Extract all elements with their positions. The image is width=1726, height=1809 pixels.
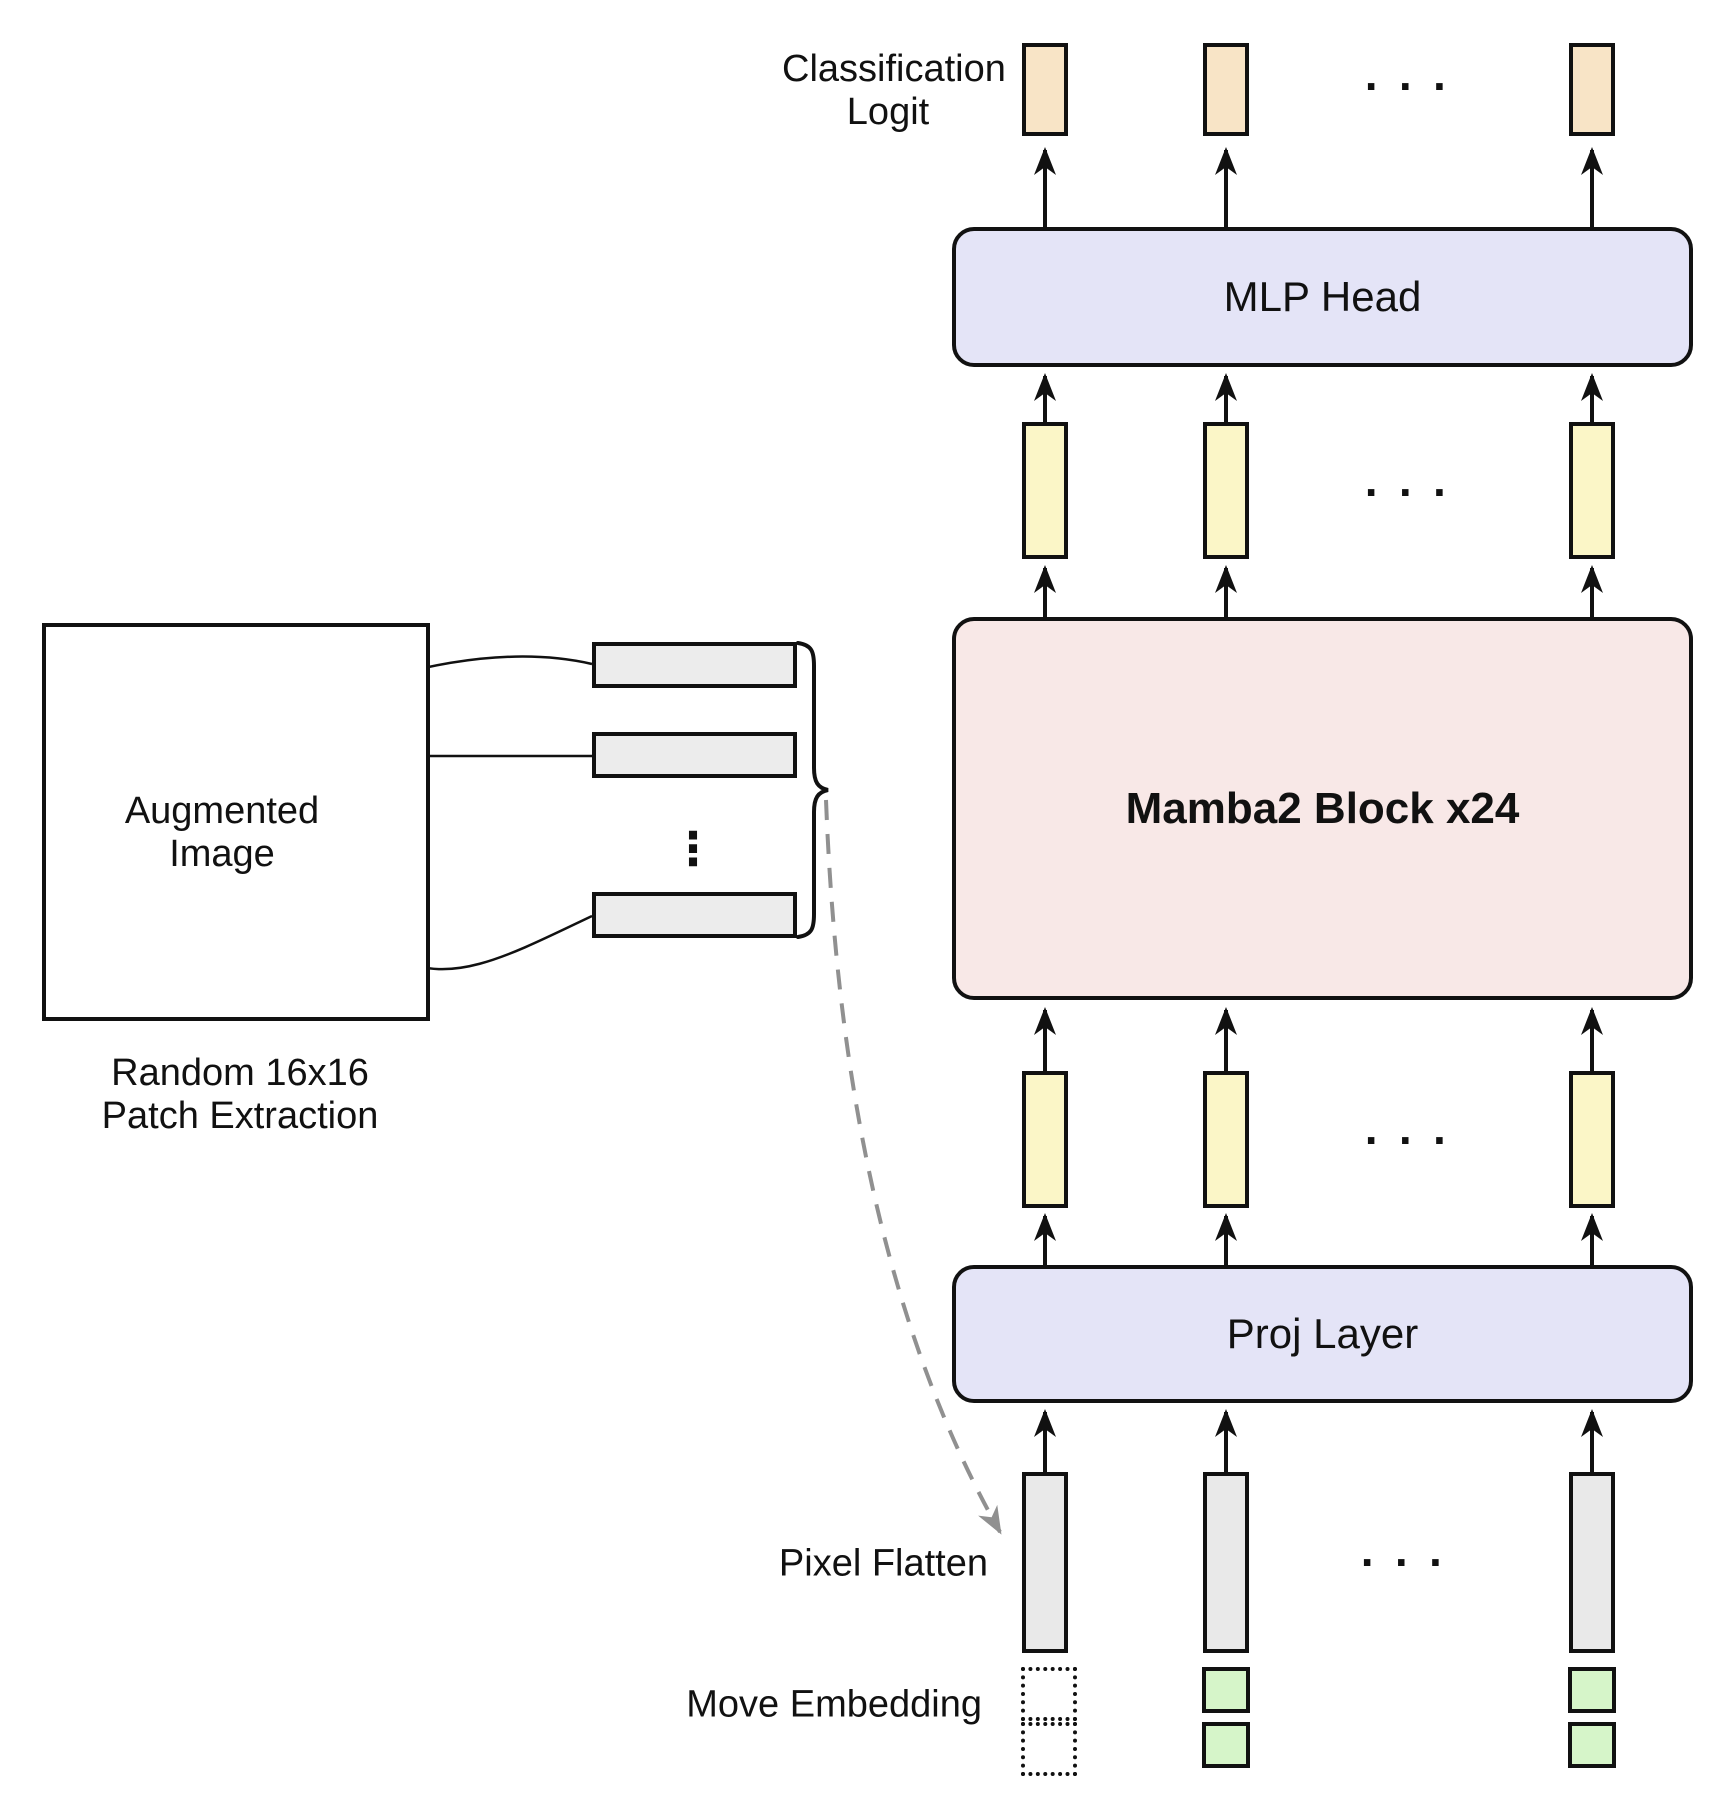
- move-embedding-box: [1568, 1667, 1616, 1713]
- ellipsis-dots: · · ·: [1364, 1114, 1452, 1166]
- mamba2-block: [952, 617, 1693, 1000]
- mamba2-block-label: Mamba2 Block x24: [1125, 783, 1520, 833]
- classification-logit-box: [1569, 43, 1615, 136]
- pixel-flatten-bar: [1022, 1472, 1068, 1653]
- move-embedding-placeholder-box: [1021, 1667, 1077, 1721]
- token-embedding-bar: [1569, 1071, 1615, 1208]
- patch-token-bar: [592, 732, 797, 778]
- token-embedding-bar: [1569, 422, 1615, 559]
- patch-group-brace: [798, 643, 828, 937]
- proj-layer-block: [952, 1265, 1693, 1403]
- token-embedding-bar: [1203, 1071, 1249, 1208]
- move-embedding-box: [1202, 1667, 1250, 1713]
- mlp-head-block: [952, 227, 1693, 367]
- classification-logit-label: Classification Logit: [782, 48, 1006, 133]
- token-embedding-bar: [1022, 422, 1068, 559]
- pixel-flatten-bar: [1203, 1472, 1249, 1653]
- augmented-image-label: Augmented Image: [124, 790, 320, 875]
- patch-extraction-caption: Random 16x16 Patch Extraction: [101, 1052, 379, 1137]
- patch-token-bar: [592, 892, 797, 938]
- token-embedding-bar: [1203, 422, 1249, 559]
- pixel-flatten-bar: [1569, 1472, 1615, 1653]
- patch-token-bar: [592, 642, 797, 688]
- proj-layer-label: Proj Layer: [1226, 1310, 1419, 1357]
- token-embedding-bar: [1022, 1071, 1068, 1208]
- classification-logit-box: [1203, 43, 1249, 136]
- ellipsis-dots: · · ·: [1364, 466, 1452, 518]
- mlp-head-label: MLP Head: [1223, 273, 1422, 320]
- move-embedding-placeholder-box: [1021, 1722, 1077, 1776]
- pixel-flatten-label: Pixel Flatten: [778, 1542, 988, 1585]
- move-embedding-box: [1202, 1722, 1250, 1768]
- classification-logit-box: [1022, 43, 1068, 136]
- patch-vertical-ellipsis: ⋮: [670, 822, 716, 875]
- ellipsis-dots: · · ·: [1364, 60, 1452, 112]
- move-embedding-box: [1568, 1722, 1616, 1768]
- ellipsis-dots: · · ·: [1360, 1536, 1448, 1588]
- move-embedding-label: Move Embedding: [686, 1683, 982, 1726]
